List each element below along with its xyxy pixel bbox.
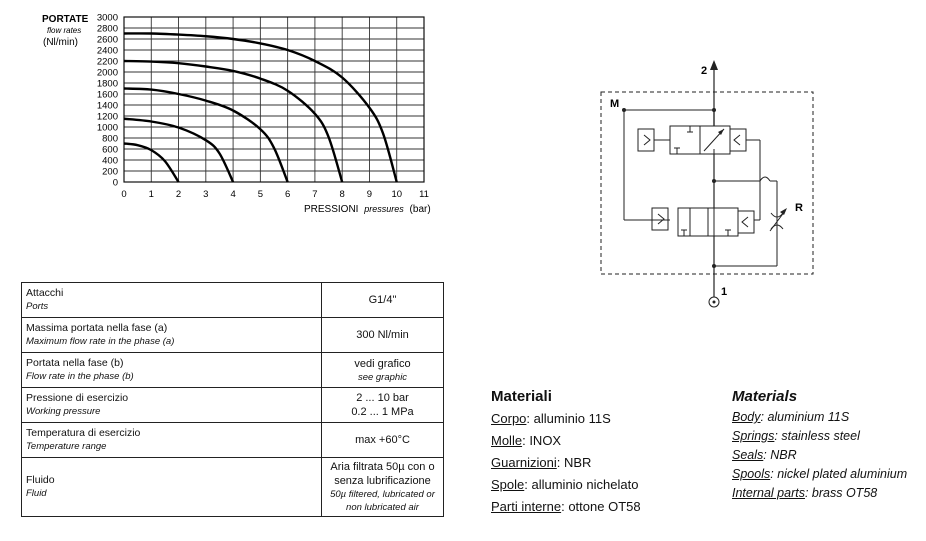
y-axis-subtitle: flow rates	[47, 26, 82, 35]
material-value: INOX	[529, 433, 562, 448]
x-tick-label: 9	[366, 189, 373, 200]
table-row	[22, 423, 444, 458]
y-tick-labels	[97, 13, 118, 189]
materiali-list	[491, 386, 641, 518]
list-item: Parti interne: ottone OT58	[491, 499, 641, 514]
material-value: ottone OT58	[568, 499, 641, 514]
x-tick-label: 4	[230, 189, 236, 200]
x-axis-title	[304, 204, 431, 215]
y-tick-label: 2800	[96, 23, 118, 35]
material-key: Spools	[732, 467, 771, 481]
spec-value: 300 Nl/min	[356, 329, 409, 341]
material-value: NBR	[564, 455, 592, 470]
spec-value: max +60°C	[355, 434, 410, 446]
spec-label-en: Ports	[26, 301, 49, 312]
material-value: stainless steel	[781, 429, 860, 443]
spec-value-en: see graphic	[357, 371, 408, 383]
list-item: Guarnizioni: NBR	[491, 455, 592, 470]
y-axis-title: PORTATE	[42, 14, 89, 25]
list-item: Spole: alluminio nichelato	[491, 477, 639, 492]
x-tick-label: 1	[148, 189, 154, 200]
y-tick-label: 400	[102, 155, 118, 167]
spec-label: Massima portata nella fase (a)	[26, 322, 168, 334]
x-tick-label: 7	[312, 189, 318, 200]
spec-value: G1/4"	[368, 294, 397, 306]
spec-label: Pressione di esercizio	[26, 392, 129, 404]
y-tick-label: 2400	[96, 45, 118, 57]
spec-label-en: Working pressure	[26, 406, 101, 417]
y-tick-label: 800	[102, 133, 118, 145]
table-row	[22, 353, 444, 388]
material-key: Internal parts	[732, 486, 805, 500]
table-row	[22, 283, 444, 318]
y-tick-label: 2000	[96, 67, 118, 79]
y-tick-label: 1200	[96, 111, 118, 123]
materials-title: Materials	[732, 388, 798, 405]
material-value: NBR	[770, 448, 797, 462]
y-tick-label: 200	[102, 166, 118, 178]
material-value: alluminio nichelato	[531, 477, 639, 492]
material-value: alluminio 11S	[533, 411, 611, 426]
plot-frame	[124, 17, 424, 182]
y-tick-label: 600	[102, 144, 118, 156]
spec-value-en: 50µ filtered, lubricated or non lubricated air	[330, 489, 435, 513]
x-axis-subtitle: pressures	[364, 204, 404, 214]
x-axis-unit: (bar)	[409, 204, 431, 215]
x-tick-label: 6	[284, 189, 291, 200]
x-tick-label: 2	[175, 189, 182, 200]
port-out-label: 2	[701, 65, 708, 77]
housing-outline	[601, 92, 813, 274]
table-row	[22, 458, 444, 517]
materiali-title: Materiali	[491, 388, 552, 405]
spec-label: Temperatura di esercizio	[26, 427, 141, 439]
material-key: Springs	[732, 429, 775, 443]
material-key: Corpo	[491, 411, 527, 426]
spec-value: 2 ... 10 bar	[356, 392, 409, 404]
spec-label: Portata nella fase (b)	[26, 357, 124, 369]
x-tick-label: 0	[121, 189, 127, 200]
list-item: Body: aluminium 11S	[732, 410, 850, 424]
spec-value-en: 0.2 ... 1 MPa	[351, 406, 414, 418]
spec-label-en: Temperature range	[26, 441, 107, 452]
list-item: Spools: nickel plated aluminium	[732, 467, 908, 481]
crossover-hop	[760, 177, 770, 181]
material-key: Seals	[732, 448, 764, 462]
material-value: nickel plated aluminium	[777, 467, 908, 481]
spec-value: Aria filtrata 50µ con o senza lubrificazione	[330, 461, 435, 487]
lower-valve	[652, 208, 760, 236]
spec-label-en: Maximum flow rate in the phase (a)	[26, 336, 175, 347]
spec-label-en: Fluid	[26, 488, 47, 499]
y-axis-unit: (Nl/min)	[43, 37, 78, 48]
material-key: Body	[732, 410, 761, 424]
spec-label-en: Flow rate in the phase (b)	[26, 371, 134, 382]
spec-label: Fluido	[26, 474, 55, 486]
flow-pressure-chart	[0, 0, 440, 220]
material-key: Spole	[491, 477, 525, 492]
list-item: Corpo: alluminio 11S	[491, 411, 611, 426]
table-row	[22, 318, 444, 353]
list-item: Springs: stainless steel	[732, 429, 860, 443]
x-tick-label: 11	[419, 189, 429, 200]
list-item: Seals: NBR	[732, 448, 797, 462]
list-item: Internal parts: brass OT58	[732, 486, 878, 500]
spec-value: vedi grafico	[354, 357, 411, 370]
pneumatic-schematic	[590, 55, 830, 315]
material-key: Guarnizioni	[491, 455, 557, 470]
y-tick-label: 2200	[96, 56, 118, 68]
material-key: Parti interne	[491, 499, 562, 514]
x-tick-label: 3	[203, 189, 209, 200]
x-tick-labels	[121, 189, 429, 200]
x-tick-label: 8	[339, 189, 345, 200]
spec-table	[21, 282, 444, 517]
list-item: Molle: INOX	[491, 433, 562, 448]
spec-label: Attacchi	[26, 287, 64, 299]
material-key: Molle	[491, 433, 523, 448]
y-tick-label: 1800	[96, 78, 118, 90]
r-label: R	[795, 202, 803, 214]
y-tick-label: 1600	[96, 89, 118, 101]
y-tick-label: 3000	[96, 12, 118, 24]
material-value: aluminium 11S	[767, 410, 850, 424]
y-tick-label: 1400	[96, 100, 118, 112]
y-tick-label: 0	[112, 177, 118, 189]
outlet-arrow-icon	[710, 60, 718, 70]
material-value: brass OT58	[811, 486, 878, 500]
y-tick-label: 2600	[96, 34, 118, 46]
port-in-label: 1	[721, 286, 728, 298]
x-tick-label: 10	[391, 189, 403, 200]
x-tick-label: 5	[257, 189, 264, 200]
chart-grid	[124, 17, 424, 182]
table-row	[22, 388, 444, 423]
m-label: M	[610, 98, 620, 110]
upper-valve	[638, 126, 746, 154]
y-tick-label: 1000	[96, 122, 118, 134]
x-axis-label: PRESSIONI	[304, 204, 359, 215]
materials-list	[732, 386, 907, 503]
